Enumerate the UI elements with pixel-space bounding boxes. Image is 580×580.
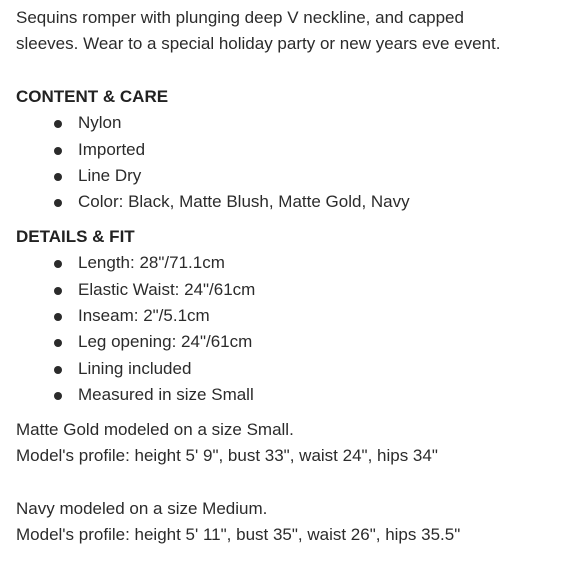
bullet-icon (54, 287, 62, 295)
list-item-text: Length: 28"/71.1cm (78, 253, 225, 273)
list-item-text: Nylon (78, 113, 122, 133)
bullet-icon (54, 339, 62, 347)
bullet-icon (54, 199, 62, 207)
model-modeled-text: Matte Gold modeled on a size Small. (16, 419, 294, 439)
list-item (16, 277, 580, 303)
bullet-icon (54, 366, 62, 374)
list-item (16, 110, 580, 136)
bullet-icon (54, 147, 62, 155)
list-item (16, 250, 580, 276)
description-line: sleeves. Wear to a special holiday party or new years eve event. (16, 34, 501, 54)
bullet-icon (54, 120, 62, 128)
bullet-icon (54, 173, 62, 181)
bullet-icon (54, 392, 62, 400)
bullet-icon (54, 313, 62, 321)
details-fit-list (16, 250, 580, 408)
content-care-list (16, 110, 580, 216)
list-item-text: Leg opening: 24"/61cm (78, 332, 253, 352)
list-item-text: Imported (78, 139, 146, 159)
list-item-text: Line Dry (78, 166, 142, 186)
list-item-text: Elastic Waist: 24"/61cm (78, 279, 256, 299)
details-fit-heading: DETAILS & FIT (16, 226, 135, 246)
list-item (16, 137, 580, 163)
bullet-icon (54, 260, 62, 268)
list-item-text: Lining included (78, 358, 192, 378)
list-item (16, 382, 580, 408)
list-item (16, 163, 580, 189)
content-care-heading: CONTENT & CARE (16, 86, 169, 106)
list-item (16, 356, 580, 382)
list-item (16, 329, 580, 355)
list-item-text: Color: Black, Matte Blush, Matte Gold, Navy (78, 192, 410, 212)
model-modeled-text: Navy modeled on a size Medium. (16, 498, 268, 518)
list-item-text: Inseam: 2"/5.1cm (78, 306, 210, 326)
model-profile-text: Model's profile: height 5' 9", bust 33", waist 24", hips 34" (16, 446, 438, 466)
description-line: Sequins romper with plunging deep V neckline, and capped (16, 8, 464, 27)
list-item (16, 303, 580, 329)
list-item (16, 189, 580, 215)
model-info-navy (16, 496, 580, 549)
description-paragraph (16, 5, 580, 58)
list-item-text: Measured in size Small (78, 385, 254, 405)
model-profile-text: Model's profile: height 5' 11", bust 35", waist 26", hips 35.5" (16, 524, 461, 544)
model-info-gold (16, 417, 580, 470)
